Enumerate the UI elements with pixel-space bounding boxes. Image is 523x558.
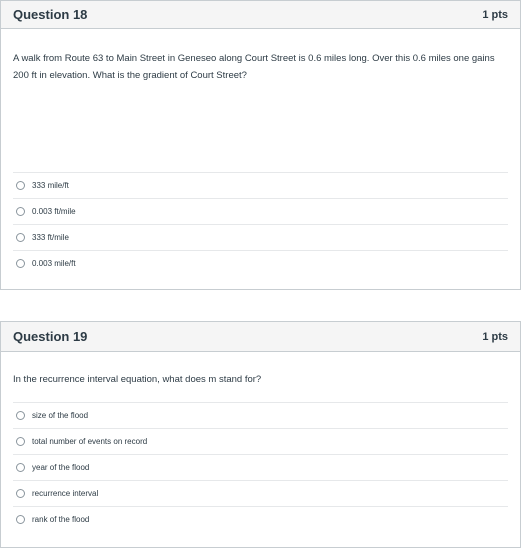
answer-label[interactable]: 333 ft/mile (32, 233, 69, 242)
answer-label[interactable]: total number of events on record (32, 437, 148, 446)
radio-button[interactable] (16, 233, 25, 242)
answer-option[interactable] (13, 198, 508, 224)
question-points: 1 pts (482, 8, 508, 21)
radio-button[interactable] (16, 411, 25, 420)
radio-button[interactable] (16, 207, 25, 216)
radio-button[interactable] (16, 515, 25, 524)
answer-label[interactable]: size of the flood (32, 411, 89, 420)
answer-option[interactable] (13, 454, 508, 480)
answer-label[interactable]: 0.003 ft/mile (32, 207, 76, 216)
answer-option[interactable] (13, 402, 508, 428)
answer-option[interactable] (13, 224, 508, 250)
answer-label[interactable]: 0.003 mile/ft (32, 259, 76, 268)
question-text: A walk from Route 63 to Main Street in Geneseo along Court Street is 0.6 miles long. Over this 0.6 miles one gains 200 ft in elevation. What is the gradient of Court Street? (13, 53, 495, 81)
answer-option[interactable] (13, 250, 508, 276)
radio-button[interactable] (16, 437, 25, 446)
question-text: In the recurrence interval equation, what does m stand for? (13, 374, 262, 385)
question-title: Question 18 (13, 7, 88, 22)
answer-option[interactable] (13, 428, 508, 454)
answer-label[interactable]: 333 mile/ft (32, 181, 69, 190)
question-header (1, 1, 520, 29)
answer-label[interactable]: year of the flood (32, 463, 90, 472)
question-title: Question 19 (13, 329, 88, 344)
answer-option[interactable] (13, 506, 508, 532)
answer-list (13, 402, 508, 532)
answer-option[interactable] (13, 172, 508, 198)
radio-button[interactable] (16, 489, 25, 498)
answer-label[interactable]: rank of the flood (32, 515, 90, 524)
answer-option[interactable] (13, 480, 508, 506)
radio-button[interactable] (16, 463, 25, 472)
radio-button[interactable] (16, 181, 25, 190)
question-19-card (0, 321, 521, 548)
answer-list (13, 172, 508, 276)
question-points: 1 pts (482, 330, 508, 343)
radio-button[interactable] (16, 259, 25, 268)
answer-label[interactable]: recurrence interval (32, 489, 99, 498)
question-header (1, 322, 520, 352)
